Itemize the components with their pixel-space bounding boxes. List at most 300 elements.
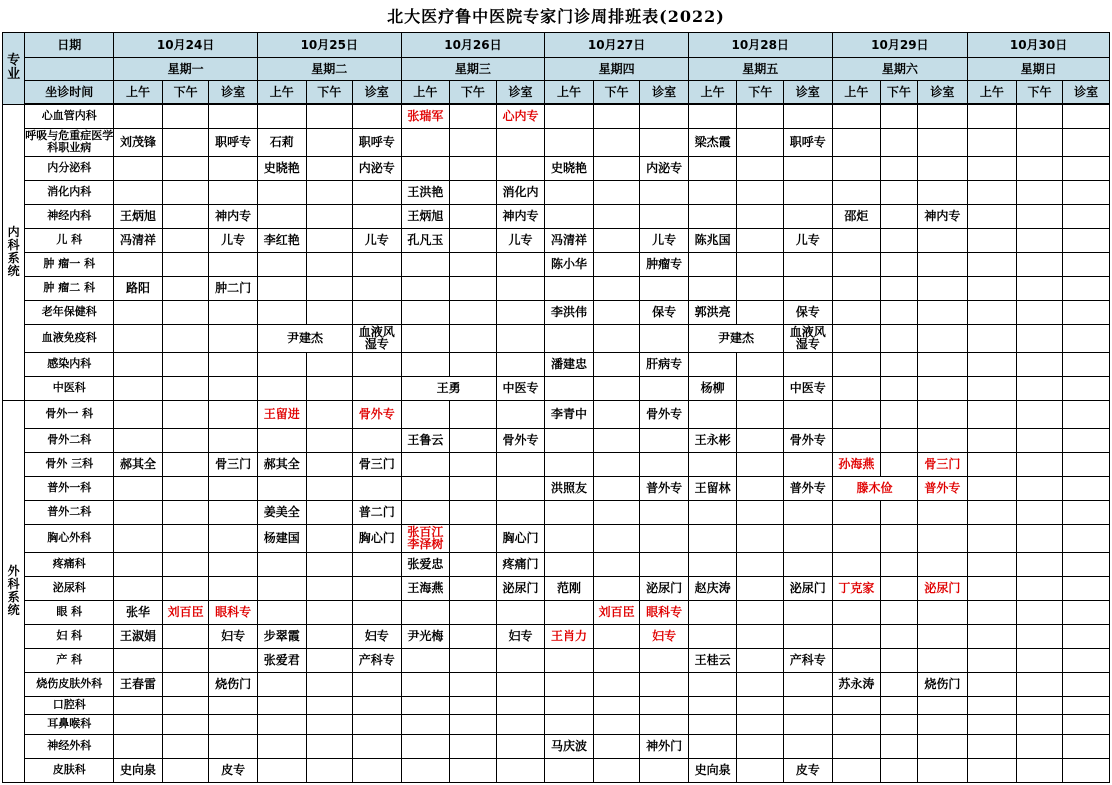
doctor-morning-cell: 潘建忠 [545,352,594,376]
doctor-afternoon-cell [881,696,917,714]
doctor-afternoon-cell [162,552,209,576]
doctor-afternoon-cell [881,552,917,576]
doctor-morning-cell: 邵炬 [832,204,881,228]
department-name: 眼 科 [25,600,114,624]
doctor-morning-cell: 路阳 [114,276,163,300]
doctor-morning-cell [968,500,1017,524]
slot-morning-header: 上午 [832,81,881,105]
doctor-afternoon-cell [593,128,640,156]
department-row [3,252,1110,276]
doctor-afternoon-cell [450,428,497,452]
room-cell [1063,500,1110,524]
doctor-afternoon-cell [593,576,640,600]
doctor-afternoon-cell [593,714,640,734]
doctor-afternoon-cell [306,128,353,156]
doctor-afternoon-cell [593,180,640,204]
doctor-afternoon-cell [1016,128,1063,156]
page-title: 北大医疗鲁中医院专家门诊周排班表(2022) [387,7,725,26]
room-cell: 内泌专 [353,156,402,180]
doctor-afternoon-cell [162,500,209,524]
room-cell [209,476,258,500]
room-cell: 骨外专 [353,400,402,428]
room-cell [784,276,833,300]
doctor-afternoon-cell [881,376,917,400]
doctor-afternoon-cell [306,352,353,376]
room-cell [209,252,258,276]
room-cell: 神外门 [640,734,689,758]
doctor-afternoon-cell [162,228,209,252]
doctor-morning-cell [257,252,306,276]
doctor-afternoon-cell [737,180,784,204]
room-cell [784,524,833,552]
doctor-morning-cell: 王春雷 [114,672,163,696]
doctor-morning-cell [688,600,737,624]
room-cell [917,648,968,672]
doctor-afternoon-cell [737,600,784,624]
room-cell [917,104,968,128]
room-cell [353,428,402,452]
doctor-afternoon-cell [162,180,209,204]
doctor-morning-cell: 郭洪亮 [688,300,737,324]
room-cell [917,524,968,552]
specialty-header: 专业 [3,33,25,105]
doctor-morning-cell [968,672,1017,696]
doctor-morning-cell: 苏永涛 [832,672,881,696]
doctor-afternoon-cell [162,104,209,128]
doctor-morning-cell: 王淑娟 [114,624,163,648]
room-cell [209,376,258,400]
doctor-afternoon-cell [593,104,640,128]
room-cell [1063,204,1110,228]
room-cell: 眼科专 [640,600,689,624]
room-cell [917,714,968,734]
room-cell [1063,734,1110,758]
doctor-afternoon-cell [306,648,353,672]
doctor-afternoon-cell [306,180,353,204]
doctor-morning-cell [688,204,737,228]
doctor-morning-cell: 王肖力 [545,624,594,648]
room-cell [640,648,689,672]
doctor-afternoon-cell [306,696,353,714]
doctor-afternoon-cell [306,552,353,576]
doctor-morning-cell: 孙海燕 [832,452,881,476]
room-cell [353,252,402,276]
doctor-afternoon-cell [162,576,209,600]
room-cell [209,576,258,600]
room-cell [640,672,689,696]
doctor-afternoon-cell [450,672,497,696]
doctor-morning-cell [832,500,881,524]
doctor-afternoon-cell [881,324,917,352]
doctor-morning-cell: 郝其全 [257,452,306,476]
department-row [3,324,1110,352]
room-cell [209,180,258,204]
doctor-morning-cell [688,552,737,576]
doctor-afternoon-cell [593,524,640,552]
doctor-morning-cell [257,476,306,500]
doctor-afternoon-cell [450,324,497,352]
room-cell: 泌尿门 [784,576,833,600]
room-cell [784,204,833,228]
room-cell [209,696,258,714]
room-cell: 胸心门 [496,524,545,552]
room-cell: 妇专 [640,624,689,648]
room-cell [353,300,402,324]
weekday-header: 星期四 [545,58,689,81]
doctor-afternoon-cell [450,276,497,300]
room-cell: 职呼专 [353,128,402,156]
room-cell: 儿专 [784,228,833,252]
room-cell: 儿专 [640,228,689,252]
doctor-morning-cell [401,500,450,524]
doctor-morning-cell [832,276,881,300]
doctor-afternoon-cell [306,734,353,758]
department-row [3,104,1110,128]
room-cell [784,552,833,576]
room-cell [917,500,968,524]
doctor-morning-cell [688,180,737,204]
department-name: 产 科 [25,648,114,672]
doctor-morning-cell [832,624,881,648]
department-name: 烧伤皮肤外科 [25,672,114,696]
room-cell [496,734,545,758]
department-name: 耳鼻喉科 [25,714,114,734]
doctor-morning-cell [688,400,737,428]
department-row [3,128,1110,156]
doctor-morning-cell: 张瑞军 [401,104,450,128]
doctor-morning-cell [968,276,1017,300]
room-cell [496,600,545,624]
doctor-morning-cell [545,600,594,624]
doctor-morning-cell [968,624,1017,648]
room-cell [496,500,545,524]
department-name: 神经外科 [25,734,114,758]
doctor-morning-cell: 张百江 李泽树 [401,524,450,552]
doctor-afternoon-cell [737,276,784,300]
doctor-morning-cell: 陈兆国 [688,228,737,252]
doctor-afternoon-cell [1016,624,1063,648]
doctor-morning-cell [832,376,881,400]
doctor-afternoon-cell [162,300,209,324]
doctor-afternoon-cell [881,758,917,782]
room-cell: 妇专 [209,624,258,648]
room-cell: 心内专 [496,104,545,128]
doctor-morning-cell: 刘茂锋 [114,128,163,156]
room-cell: 泌尿门 [496,576,545,600]
doctor-afternoon-cell [1016,204,1063,228]
doctor-morning-cell [257,672,306,696]
doctor-afternoon-cell [306,624,353,648]
room-cell [209,524,258,552]
doctor-afternoon-cell [162,276,209,300]
doctor-morning-cell [545,452,594,476]
department-name: 肿 瘤一 科 [25,252,114,276]
doctor-morning-cell [688,524,737,552]
room-cell: 普外专 [917,476,968,500]
room-cell [353,696,402,714]
room-cell: 皮专 [784,758,833,782]
room-cell [917,758,968,782]
room-cell [1063,104,1110,128]
doctor-afternoon-cell [162,376,209,400]
doctor-afternoon-cell [450,228,497,252]
doctor-morning-cell: 王炳旭 [401,204,450,228]
doctor-afternoon-cell [450,758,497,782]
doctor-morning-cell [968,428,1017,452]
room-cell [917,696,968,714]
doctor-morning-cell [688,104,737,128]
doctor-morning-cell: 马庆波 [545,734,594,758]
doctor-afternoon-cell [1016,276,1063,300]
doctor-morning-cell: 尹光梅 [401,624,450,648]
doctor-cell: 滕木俭 [832,476,917,500]
doctor-morning-cell [257,428,306,452]
doctor-morning-cell [545,648,594,672]
doctor-afternoon-cell [1016,252,1063,276]
room-cell [1063,300,1110,324]
doctor-afternoon-cell [593,452,640,476]
doctor-morning-cell [114,376,163,400]
doctor-afternoon-cell [1016,576,1063,600]
doctor-morning-cell: 石莉 [257,128,306,156]
room-cell [209,300,258,324]
room-cell [209,552,258,576]
room-cell [917,376,968,400]
department-name: 内分泌科 [25,156,114,180]
doctor-morning-cell [688,696,737,714]
doctor-morning-cell [401,696,450,714]
doctor-afternoon-cell [593,228,640,252]
room-cell: 普外专 [784,476,833,500]
doctor-afternoon-cell [162,352,209,376]
doctor-morning-cell [401,352,450,376]
room-cell [496,300,545,324]
doctor-afternoon-cell [737,714,784,734]
doctor-morning-cell [114,648,163,672]
room-cell [353,352,402,376]
doctor-afternoon-cell [450,524,497,552]
doctor-morning-cell [257,376,306,400]
doctor-afternoon-cell [450,552,497,576]
date-label: 日期 [25,33,114,58]
doctor-morning-cell [968,156,1017,180]
doctor-afternoon-cell [306,400,353,428]
doctor-morning-cell [257,696,306,714]
doctor-afternoon-cell [737,428,784,452]
doctor-morning-cell [968,300,1017,324]
room-cell [209,104,258,128]
room-cell [784,624,833,648]
room-cell: 产科专 [784,648,833,672]
doctor-afternoon-cell [450,576,497,600]
doctor-morning-cell [257,276,306,300]
doctor-afternoon-cell [1016,714,1063,734]
slot-morning-header: 上午 [688,81,737,105]
doctor-afternoon-cell [737,552,784,576]
department-name: 妇 科 [25,624,114,648]
doctor-morning-cell: 王鲁云 [401,428,450,452]
slot-afternoon-header: 下午 [450,81,497,105]
doctor-afternoon-cell [306,228,353,252]
room-cell [1063,276,1110,300]
doctor-afternoon-cell [306,252,353,276]
doctor-afternoon-cell [737,672,784,696]
department-row [3,696,1110,714]
doctor-morning-cell: 王留林 [688,476,737,500]
doctor-afternoon-cell [306,204,353,228]
doctor-morning-cell [832,252,881,276]
doctor-afternoon-cell [450,714,497,734]
room-cell [917,228,968,252]
room-cell: 血液风 湿专 [353,324,402,352]
room-cell [1063,696,1110,714]
room-cell [917,300,968,324]
doctor-morning-cell [968,476,1017,500]
doctor-afternoon-cell [737,452,784,476]
header-row-dates [3,33,1110,58]
doctor-morning-cell [114,524,163,552]
doctor-morning-cell [832,734,881,758]
doctor-afternoon-cell [593,376,640,400]
doctor-afternoon-cell [306,428,353,452]
department-name: 骨外一 科 [25,400,114,428]
room-cell [1063,352,1110,376]
doctor-afternoon-cell [1016,476,1063,500]
doctor-morning-cell: 姜美全 [257,500,306,524]
doctor-morning-cell: 郝其全 [114,452,163,476]
department-row [3,600,1110,624]
doctor-afternoon-cell [593,252,640,276]
doctor-morning-cell: 杨柳 [688,376,737,400]
room-cell [209,352,258,376]
doctor-afternoon-cell [450,352,497,376]
doctor-afternoon-cell [593,734,640,758]
doctor-afternoon-cell [593,476,640,500]
doctor-afternoon-cell [450,500,497,524]
doctor-morning-cell [832,180,881,204]
department-row [3,576,1110,600]
room-cell [1063,180,1110,204]
room-cell: 儿专 [209,228,258,252]
doctor-afternoon-cell [737,476,784,500]
room-cell: 眼科专 [209,600,258,624]
room-cell [640,104,689,128]
doctor-morning-cell [968,204,1017,228]
doctor-cell: 尹建杰 [688,324,783,352]
doctor-morning-cell [401,648,450,672]
doctor-afternoon-cell [881,672,917,696]
slot-afternoon-header: 下午 [306,81,353,105]
room-cell [917,428,968,452]
doctor-morning-cell [114,252,163,276]
room-cell: 普外专 [640,476,689,500]
doctor-morning-cell [832,104,881,128]
doctor-morning-cell [114,476,163,500]
room-cell: 职呼专 [784,128,833,156]
doctor-morning-cell: 史晓艳 [545,156,594,180]
doctor-afternoon-cell [881,734,917,758]
room-cell [496,128,545,156]
doctor-morning-cell: 王洪艳 [401,180,450,204]
department-row [3,624,1110,648]
doctor-afternoon-cell [593,352,640,376]
date-header: 10月30日 [968,33,1110,58]
room-cell [784,156,833,180]
room-cell: 儿专 [496,228,545,252]
doctor-morning-cell [545,714,594,734]
department-row [3,180,1110,204]
room-cell: 肿瘤专 [640,252,689,276]
department-row [3,228,1110,252]
department-name: 普外二科 [25,500,114,524]
doctor-afternoon-cell [737,128,784,156]
doctor-morning-cell [114,180,163,204]
room-cell [1063,324,1110,352]
doctor-morning-cell [968,696,1017,714]
doctor-morning-cell [114,714,163,734]
room-cell [353,758,402,782]
slot-afternoon-header: 下午 [737,81,784,105]
doctor-morning-cell [832,648,881,672]
doctor-afternoon-cell [306,104,353,128]
room-cell: 疼痛门 [496,552,545,576]
doctor-afternoon-cell [1016,324,1063,352]
doctor-afternoon-cell [306,576,353,600]
doctor-afternoon-cell [881,276,917,300]
room-cell [1063,452,1110,476]
doctor-afternoon-cell [737,300,784,324]
doctor-morning-cell [114,696,163,714]
department-name: 儿 科 [25,228,114,252]
room-cell [1063,252,1110,276]
doctor-afternoon-cell [1016,376,1063,400]
room-cell [917,734,968,758]
doctor-afternoon-cell [450,252,497,276]
slot-room-header: 诊室 [917,81,968,105]
doctor-afternoon-cell [306,500,353,524]
doctor-morning-cell [114,300,163,324]
doctor-morning-cell [545,672,594,696]
room-cell [1063,624,1110,648]
doctor-morning-cell: 冯清祥 [114,228,163,252]
doctor-morning-cell [257,600,306,624]
doctor-morning-cell [968,180,1017,204]
weekday-header: 星期五 [688,58,832,81]
room-cell [1063,228,1110,252]
room-cell [784,600,833,624]
room-cell: 骨三门 [917,452,968,476]
doctor-morning-cell [688,624,737,648]
doctor-morning-cell [688,500,737,524]
doctor-morning-cell [968,352,1017,376]
doctor-morning-cell [257,204,306,228]
doctor-afternoon-cell [881,104,917,128]
weekday-header: 星期六 [832,58,968,81]
doctor-afternoon-cell [1016,600,1063,624]
doctor-afternoon-cell [450,400,497,428]
doctor-morning-cell [545,276,594,300]
doctor-afternoon-cell [1016,228,1063,252]
room-cell [496,352,545,376]
room-cell [1063,376,1110,400]
doctor-afternoon-cell [881,252,917,276]
doctor-morning-cell [545,376,594,400]
doctor-afternoon-cell [162,324,209,352]
doctor-afternoon-cell [450,104,497,128]
doctor-afternoon-cell [1016,180,1063,204]
doctor-morning-cell [257,552,306,576]
weekday-header: 星期一 [114,58,258,81]
